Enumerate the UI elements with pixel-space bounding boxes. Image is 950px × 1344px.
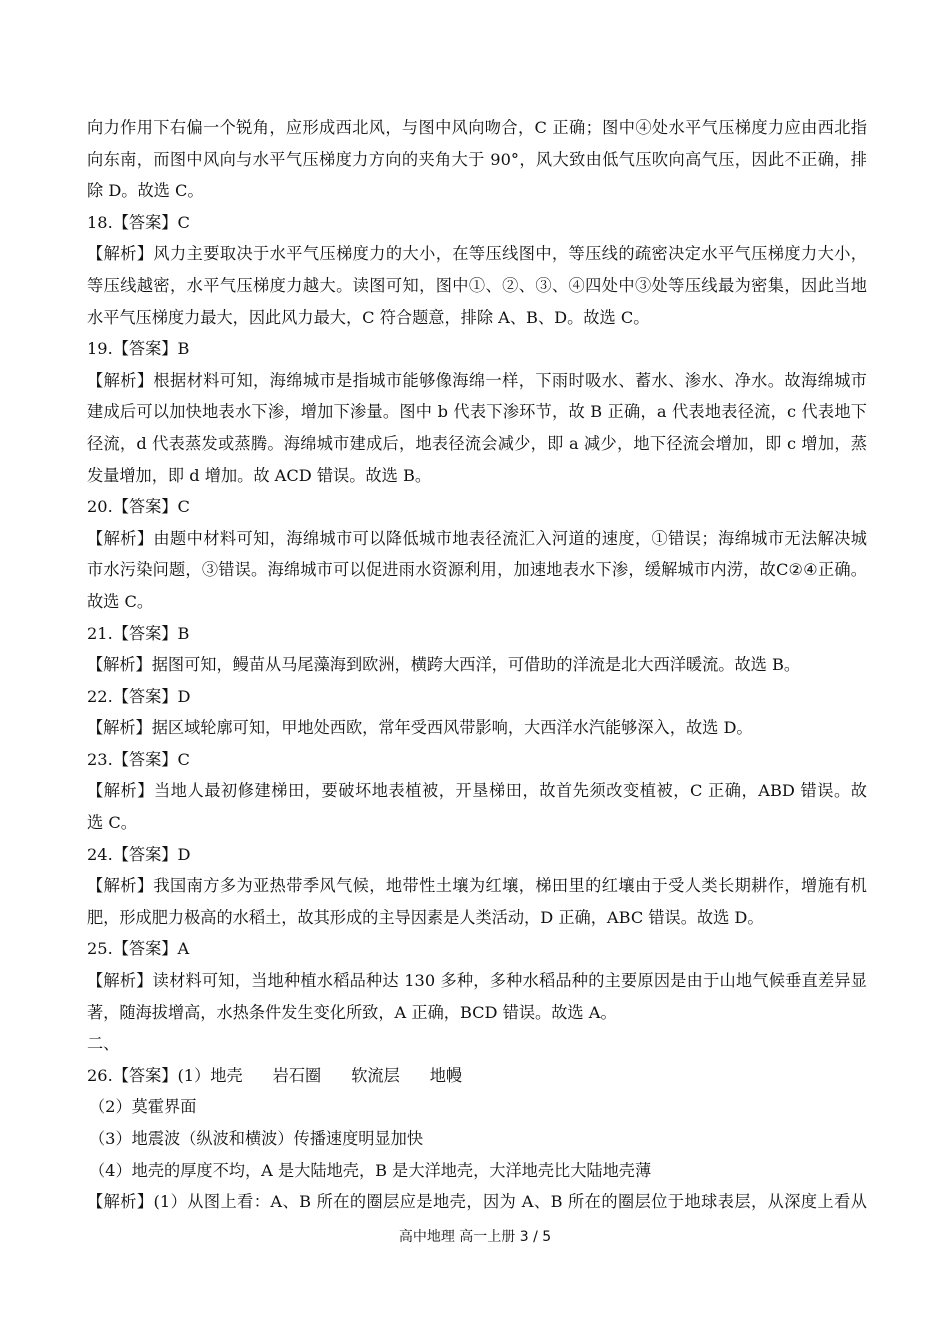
answer-24: 24.【答案】D [87, 844, 191, 864]
analysis-19-line: 【解析】根据材料可知，海绵城市是指城市能够像海绵一样，下雨时吸水、蓄水、渗水、净水。故海绵城市 [87, 370, 867, 390]
analysis-23-line: 【解析】当地人最初修建梯田，要破坏地表植被，开垦梯田，故首先须改变植被，C 正确，ABD 错误。故 [87, 781, 867, 801]
analysis-25-line: 【解析】读材料可知，当地种植水稻品种达 130 多种，多种水稻品种的主要原因是由于山地气候垂直差异显 [87, 971, 867, 991]
answer-18: 18.【答案】C [87, 212, 190, 232]
analysis-18-line: 等压线越密，水平气压梯度力越大。读图可知，图中①、②、③、④四处中③处等压线最为密集，因此当地 [87, 275, 867, 295]
answer-26-part1: 26.【答案】(1）地壳 [87, 1065, 243, 1085]
document-page [87, 112, 867, 1218]
answer-26-item: 地幔 [429, 1065, 463, 1085]
answer-26-sub2: （2）莫霍界面 [89, 1097, 197, 1117]
analysis-18-line: 【解析】风力主要取决于水平气压梯度力的大小，在等压线图中，等压线的疏密决定水平气压梯度力大小， [87, 244, 867, 264]
text-line: 除 D。故选 C。 [87, 181, 204, 201]
analysis-20-line: 市水污染问题，③错误。海绵城市可以促进雨水资源利用，加速地表水下渗，缓解城市内涝，故C②④正确。 [87, 560, 867, 580]
analysis-22-line: 【解析】据区域轮廓可知，甲地处西欧，常年受西风带影响，大西洋水汽能够深入，故选 D。 [87, 718, 753, 738]
answer-26 [87, 1060, 867, 1092]
answer-20: 20.【答案】C [87, 497, 190, 517]
analysis-23-line: 选 C。 [87, 813, 137, 833]
text-line: 向力作用下右偏一个锐角，应形成西北风，与图中风向吻合，C 正确；图中④处水平气压梯度力应由西北指 [87, 118, 867, 137]
analysis-19-line: 建成后可以加快地表水下渗，增加下渗量。图中 b 代表下渗环节，故 B 正确，a 代表地表径流，c 代表地下 [87, 402, 867, 422]
page-footer: 高中地理 高一上册 3 / 5 [398, 1229, 552, 1245]
answer-26-item: 岩石圈 [272, 1065, 322, 1085]
section-heading: 二、 [87, 1034, 120, 1054]
analysis-25-line: 著，随海拔增高，水热条件发生变化所致，A 正确，BCD 错误。故选 A。 [87, 1002, 617, 1022]
analysis-19-line: 发量增加，即 d 增加。故 ACD 错误。故选 B。 [87, 465, 432, 485]
answer-22: 22.【答案】D [87, 686, 191, 706]
answer-26-sub3: （3）地震波（纵波和横波）传播速度明显加快 [89, 1129, 424, 1148]
analysis-19-line: 径流，d 代表蒸发或蒸腾。海绵城市建成后，地表径流会减少，即 a 减少，地下径流会增加，即 c 增加，蒸 [87, 433, 867, 453]
analysis-26-line: 【解析】(1）从图上看：A、B 所在的圈层应是地壳，因为 A、B 所在的圈层位于地球表层，从深度上看从 [87, 1192, 867, 1212]
text-line: 向东南，而图中风向与水平气压梯度力方向的夹角大于 90°，风大致由低气压吹向高气压，因此不正确，排 [87, 149, 867, 169]
answer-26-item: 软流层 [351, 1065, 400, 1085]
analysis-18-line: 水平气压梯度力最大，因此风力最大，C 符合题意，排除 A、B、D。故选 C。 [87, 307, 650, 327]
answer-25: 25.【答案】A [87, 939, 190, 959]
analysis-24-line: 肥，形成肥力极高的水稻土，故其形成的主导因素是人类活动，D 正确，ABC 错误。故选 D。 [87, 907, 764, 927]
answer-21: 21.【答案】B [87, 623, 190, 643]
analysis-20-line: 【解析】由题中材料可知，海绵城市可以降低城市地表径流汇入河道的速度，①错误；海绵城市无法解决城 [87, 528, 867, 548]
analysis-20-line: 故选 C。 [87, 591, 154, 611]
answer-26-sub4: （4）地壳的厚度不均，A 是大陆地壳，B 是大洋地壳，大洋地壳比大陆地壳薄 [89, 1160, 652, 1180]
analysis-21-line: 【解析】据图可知，鳗苗从马尾藻海到欧洲，横跨大西洋，可借助的洋流是北大西洋暖流。故选 B。 [87, 655, 801, 675]
analysis-24-line: 【解析】我国南方多为亚热带季风气候，地带性土壤为红壤，梯田里的红壤由于受人类长期耕作，增施有机 [87, 876, 867, 896]
answer-19: 19.【答案】B [87, 339, 190, 359]
answer-23: 23.【答案】C [87, 749, 190, 769]
